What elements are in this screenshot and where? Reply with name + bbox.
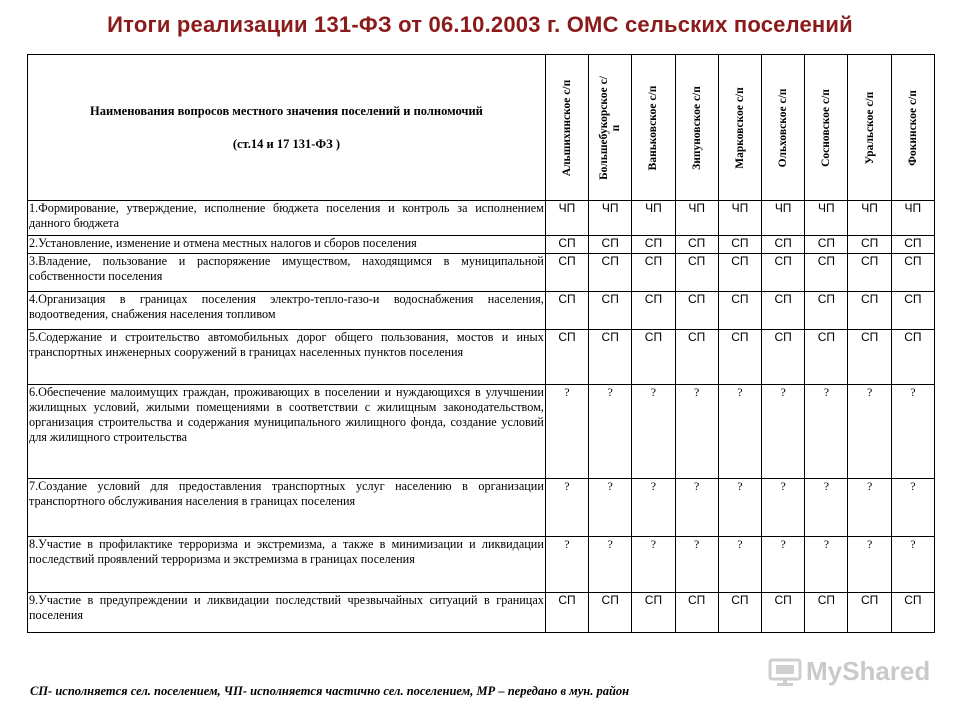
status-cell: ЧП <box>718 201 761 236</box>
status-cell: СП <box>675 292 718 330</box>
status-cell: СП <box>891 330 934 385</box>
page-title: Итоги реализации 131-ФЗ от 06.10.2003 г. ОМС сельских поселений <box>107 12 853 37</box>
status-cell: СП <box>848 236 891 254</box>
column-header-label: Ваньковское с/п <box>647 85 660 170</box>
status-cell: ? <box>848 385 891 479</box>
table-body <box>28 201 935 633</box>
table-row <box>28 236 935 254</box>
status-cell: СП <box>589 330 632 385</box>
status-cell: СП <box>805 254 848 292</box>
header-row <box>28 55 935 201</box>
status-cell: СП <box>891 292 934 330</box>
status-cell: ? <box>675 385 718 479</box>
status-cell: ? <box>632 537 675 593</box>
status-cell: ? <box>589 479 632 537</box>
status-cell: ? <box>718 537 761 593</box>
status-cell: СП <box>805 593 848 633</box>
status-cell: СП <box>545 593 588 633</box>
question-text: 5.Содержание и строительство автомобильных дорог общего пользования, мостов и иных транспортных инженерных сооружений в границах населенных пунктов поселения <box>28 330 546 385</box>
status-cell: СП <box>848 330 891 385</box>
status-cell: ? <box>675 479 718 537</box>
table-row <box>28 479 935 537</box>
status-cell: ? <box>718 479 761 537</box>
status-cell: ? <box>762 385 805 479</box>
question-text: 7.Создание условий для предоставления транспортных услуг населению в организации транспортного обслуживания населения в границах поселения <box>28 479 546 537</box>
status-cell: ЧП <box>632 201 675 236</box>
column-header <box>545 55 588 201</box>
question-text: 4.Организация в границах поселения электро-тепло-газо-и водоснабжения населения, водоотведения, снабжения населения топливом <box>28 292 546 330</box>
status-cell: СП <box>545 330 588 385</box>
status-cell: ? <box>632 385 675 479</box>
status-cell: СП <box>891 254 934 292</box>
table-row <box>28 201 935 236</box>
status-cell: ? <box>589 385 632 479</box>
status-cell: ЧП <box>805 201 848 236</box>
status-cell: СП <box>632 593 675 633</box>
status-cell: ЧП <box>545 201 588 236</box>
status-cell: ? <box>805 385 848 479</box>
status-cell: СП <box>675 593 718 633</box>
header-question-cell <box>28 55 546 201</box>
status-cell: СП <box>632 236 675 254</box>
status-cell: ЧП <box>675 201 718 236</box>
status-cell: ? <box>762 537 805 593</box>
column-header <box>718 55 761 201</box>
question-text: 1.Формирование, утверждение, исполнение бюджета поселения и контроль за исполнением данного бюджета <box>28 201 546 236</box>
status-cell: ? <box>675 537 718 593</box>
status-cell: ? <box>805 479 848 537</box>
column-header <box>848 55 891 201</box>
presentation-icon <box>768 657 802 687</box>
status-cell: ЧП <box>891 201 934 236</box>
status-cell: СП <box>589 254 632 292</box>
status-cell: СП <box>545 292 588 330</box>
status-cell: СП <box>718 254 761 292</box>
status-cell: СП <box>589 593 632 633</box>
status-cell: СП <box>762 236 805 254</box>
status-cell: ? <box>805 537 848 593</box>
status-cell: ЧП <box>762 201 805 236</box>
column-header <box>675 55 718 201</box>
column-header-label: Фокинское с/п <box>906 89 919 166</box>
status-cell: СП <box>762 292 805 330</box>
status-cell: ? <box>848 537 891 593</box>
column-header <box>762 55 805 201</box>
header-line-2: (ст.14 и 17 131-ФЗ ) <box>232 136 340 151</box>
status-cell: СП <box>848 292 891 330</box>
column-header <box>805 55 848 201</box>
status-cell: СП <box>718 292 761 330</box>
status-cell: ? <box>848 479 891 537</box>
status-cell: СП <box>891 593 934 633</box>
status-cell: СП <box>545 236 588 254</box>
status-cell: ? <box>891 385 934 479</box>
table-row <box>28 292 935 330</box>
status-cell: СП <box>718 236 761 254</box>
status-cell: СП <box>675 254 718 292</box>
column-header <box>632 55 675 201</box>
column-header-label: Большебукорское с/п <box>598 75 623 180</box>
status-cell: ? <box>891 537 934 593</box>
column-header <box>891 55 934 201</box>
question-text: 8.Участие в профилактике терроризма и экстремизма, а также в минимизации и ликвидации последствий проявлений терроризма и экстремизма в границах поселения <box>28 537 546 593</box>
status-cell: ? <box>589 537 632 593</box>
status-cell: СП <box>589 236 632 254</box>
status-cell: СП <box>805 292 848 330</box>
status-cell: ? <box>632 479 675 537</box>
status-cell: СП <box>891 236 934 254</box>
status-cell: СП <box>632 292 675 330</box>
status-cell: ? <box>718 385 761 479</box>
status-cell: СП <box>762 254 805 292</box>
table-row <box>28 385 935 479</box>
status-cell: ЧП <box>848 201 891 236</box>
question-text: 6.Обеспечение малоимущих граждан, проживающих в поселении и нуждающихся в улучшении жилищных условий, жилыми помещениями в соответствии с жилищным законодательством, организация строительства и содержания муниципального жилищного фонда, создание условий для жилищного строительства <box>28 385 546 479</box>
status-cell: СП <box>675 236 718 254</box>
question-text: 3.Владение, пользование и распоряжение имуществом, находящимся в муниципальной собственности поселения <box>28 254 546 292</box>
status-cell: СП <box>589 292 632 330</box>
status-cell: СП <box>762 330 805 385</box>
status-cell: СП <box>762 593 805 633</box>
watermark <box>768 656 930 687</box>
column-header <box>589 55 632 201</box>
status-cell: ? <box>545 537 588 593</box>
status-cell: СП <box>545 254 588 292</box>
header-line-1: Наименования вопросов местного значения поселений и полномочий <box>89 103 483 118</box>
status-cell: СП <box>718 593 761 633</box>
status-cell: СП <box>632 254 675 292</box>
question-text: 2.Установление, изменение и отмена местных налогов и сборов поселения <box>28 236 546 254</box>
table-row <box>28 330 935 385</box>
question-text: 9.Участие в предупреждении и ликвидации последствий чрезвычайных ситуаций в границах поселения <box>28 593 546 633</box>
status-cell: СП <box>632 330 675 385</box>
status-cell: СП <box>675 330 718 385</box>
status-cell: СП <box>805 236 848 254</box>
status-cell: ? <box>891 479 934 537</box>
table-row <box>28 593 935 633</box>
status-cell: СП <box>805 330 848 385</box>
column-header-label: Сосновское с/п <box>820 88 833 167</box>
status-cell: СП <box>718 330 761 385</box>
summary-table <box>27 54 935 633</box>
status-cell: СП <box>848 254 891 292</box>
status-cell: СП <box>848 593 891 633</box>
column-header-label: Уральское с/п <box>863 91 876 164</box>
legend: СП- исполняется сел. поселением, ЧП- исполняется частично сел. поселением, МР – передано в мун. район <box>30 684 630 698</box>
column-header-label: Альшихинское с/п <box>560 79 573 176</box>
status-cell: ЧП <box>589 201 632 236</box>
watermark-text: MyShared <box>806 656 931 686</box>
column-header-label: Зипуновское с/п <box>690 85 703 170</box>
table-row <box>28 537 935 593</box>
column-header-label: Марковское с/п <box>733 86 746 169</box>
status-cell: ? <box>762 479 805 537</box>
column-header-label: Ольховское с/п <box>777 88 790 167</box>
table-row <box>28 254 935 292</box>
status-cell: ? <box>545 479 588 537</box>
status-cell: ? <box>545 385 588 479</box>
